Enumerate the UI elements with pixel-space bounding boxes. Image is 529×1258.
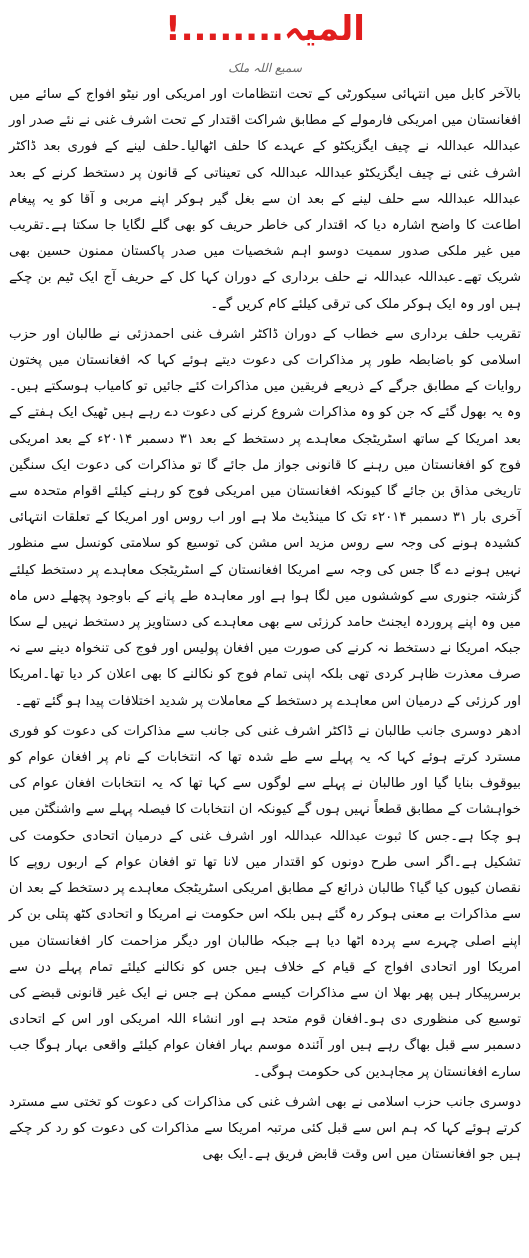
article-paragraph: تقریب حلف برداری سے خطاب کے دوران ڈاکٹر اشرف غنی احمدزئی نے طالبان اور حزب اسلامی کو باضابطہ طور پر مذاکرات کی دعوت دیتے ہوئے کہا کہ افغانستان میں پختون روایات کے مطابق جرگے کے ذریعے فریقین میں مذاکرات کئے جائیں تو کامیاب ہوسکتے ہیں۔وہ یہ بھول گئے کہ جن کو وہ مذاکرات شروع کرنے کی دعوت دے رہے ہیں ٹھیک ایک ہفتے کے بعد امریکا کے ساتھ اسٹریٹجک معاہدے پر دستخط کے بعد ۳۱ دسمبر ۲۰۱۴ء کے بعد امریکی فوج کو افغانستان میں رہنے کا قانونی جواز مل جائے گا تو مذاکرات کی دعوت ایک سنگین تاریخی مذاق بن جائے گا کیونکہ افغانستان میں امریکی فوج کو رہنے کیلئے اقوام متحدہ سے آخری بار ۳۱ دسمبر ۲۰۱۴ء تک کا مینڈیٹ ملا ہے اور اب روس اور امریکا کے تعلقات انتہائی کشیدہ ہونے کی وجہ سے روس مزید اس مشن کی توسیع کو سلامتی کونسل سے منظور نہیں ہونے دے گا جس کی وجہ سے امریکا افغانستان کے اسٹریٹجک معاہدے پر دستخط کیلئے گزشتہ جنوری سے کوششوں میں لگا ہوا ہے اور معاہدہ طے پانے کے باوجود پچھلے دس ماہ میں وہ اپنے پروردہ ایجنٹ حامد کرزئی سے بھی معاہدے کی دستاویز پر دستخط نہیں لے سکا جبکہ امریکا نے دستخط نہ کرنے کی صورت میں افغان پولیس اور فوج کی تنخواہ دینے سے نہ صرف معذرت ظاہر کردی تھی بلکہ اپنی تمام فوج کو نکالنے کا بھی اعلان کر دیا تھا۔امریکا اور کرزئی کے درمیان اس معاہدے پر دستخط کے معاملات پر شدید اختلافات پیدا ہو گئے تھے۔ [9,326,521,709]
author-byline: سمیع اللہ ملک [228,61,302,75]
article-paragraph: ادھر دوسری جانب طالبان نے ڈاکٹر اشرف غنی کی جانب سے مذاکرات کی دعوت کو فوری مسترد کرتے ہوئے کہا کہ یہ پہلے سے طے شدہ تھا کہ انتخابات کے نام پر افغان عوام کو بیوقوف بنایا گیا اور طالبان نے پہلے سے لوگوں سے کہا تھا کہ یہ انتخابات افغان عوام کی خواہشات کے مطابق قطعاً نہیں ہوں گے کیونکہ ان انتخابات کا فیصلہ پہلے سے واشنگٹن میں ہو چکا ہے۔جس کا ثبوت عبداللہ عبداللہ اور اشرف غنی کے درمیان اتحادی حکومت کی تشکیل ہے۔اگر اسی طرح دونوں کو اقتدار میں لانا تھا تو افغان عوام کے اربوں روپے کا نقصان کیوں کیا گیا؟ طالبان ذرائع کے مطابق امریکی اسٹریٹجک معاہدے پر دستخط کے بعد ان سے مذاکرات بے معنی ہوکر رہ گئے ہیں بلکہ اس حکومت نے امریکا و اتحادی کٹھ پتلی بن کر اپنے اصلی چہرے سے پردہ اٹھا دیا ہے جبکہ طالبان اور دیگر مزاحمت کار افغانستان میں امریکا اور اتحادی افواج کے قیام کے خلاف ہیں جس کو نکالنے کیلئے تمام پہلے دن سے برسرپیکار ہیں پھر بھلا ان سے مذاکرات کیسے ممکن ہے جس نے ایک غیر قانونی قبضے کی توسیع کی منظوری دی ہو۔افغان قوم متحد ہے اور انشاء اللہ امریکی اور اس کے اتحادی دسمبر سے قبل بھاگ رہے ہیں اور آئندہ موسم بہار افغان عوام کیلئے واقعی بہار ہوگا جب سارے افغانستان پر مجاہدین کی حکومت ہوگی۔ [9,723,521,1080]
article-title: المیہ........! [165,9,365,49]
article-paragraph: بالآخر کابل میں انتہائی سیکورٹی کے تحت انتظامات اور امریکی اور نیٹو افواج کے سائے میں افغانستان میں امریکی فارمولے کے مطابق شراکت اقتدار کے تحت اشرف غنی نے نئے صدر اور عبداللہ عبداللہ نے چیف ایگزیکٹو کے عہدے کا حلف اٹھالیا۔حلف لینے کے فوری بعد ڈاکٹر اشرف غنی نے چیف ایگزیکٹو عبداللہ عبداللہ کی تعیناتی کے قانون پر دستخط کرنے کے بعد عبداللہ عبداللہ سے حلف لینے کے بعد ان سے بغل گیر ہوکر اپنے مربی و آقا کو یہ پیغام اطاعت کا واضح اشارہ دیا کہ اقتدار کی خاطر حریف کو بھی گلے لگایا جا سکتا ہے۔تقریب میں غیر ملکی صدور سمیت دوسو اہم شخصیات میں صدر پاکستان ممنون حسین بھی شریک تھے۔عبداللہ عبداللہ نے حلف برداری کے دوران کہا کل کے حریف آج ایک ٹیم بن چکے ہیں اور وہ ایک ہوکر ملک کی ترقی کیلئے کام کریں گے۔ [9,87,521,312]
article-paragraph: دوسری جانب حزب اسلامی نے بھی اشرف غنی کی مذاکرات کی دعوت کو تختی سے مسترد کرتے ہوئے کہا کہ ہم اس سے قبل کئی مرتبہ امریکا سے مذاکرات کی دعوت کو رد کر چکے ہیں جو افغانستان میں اس وقت قابض فریق ہے۔ایک بھی [9,1094,521,1163]
